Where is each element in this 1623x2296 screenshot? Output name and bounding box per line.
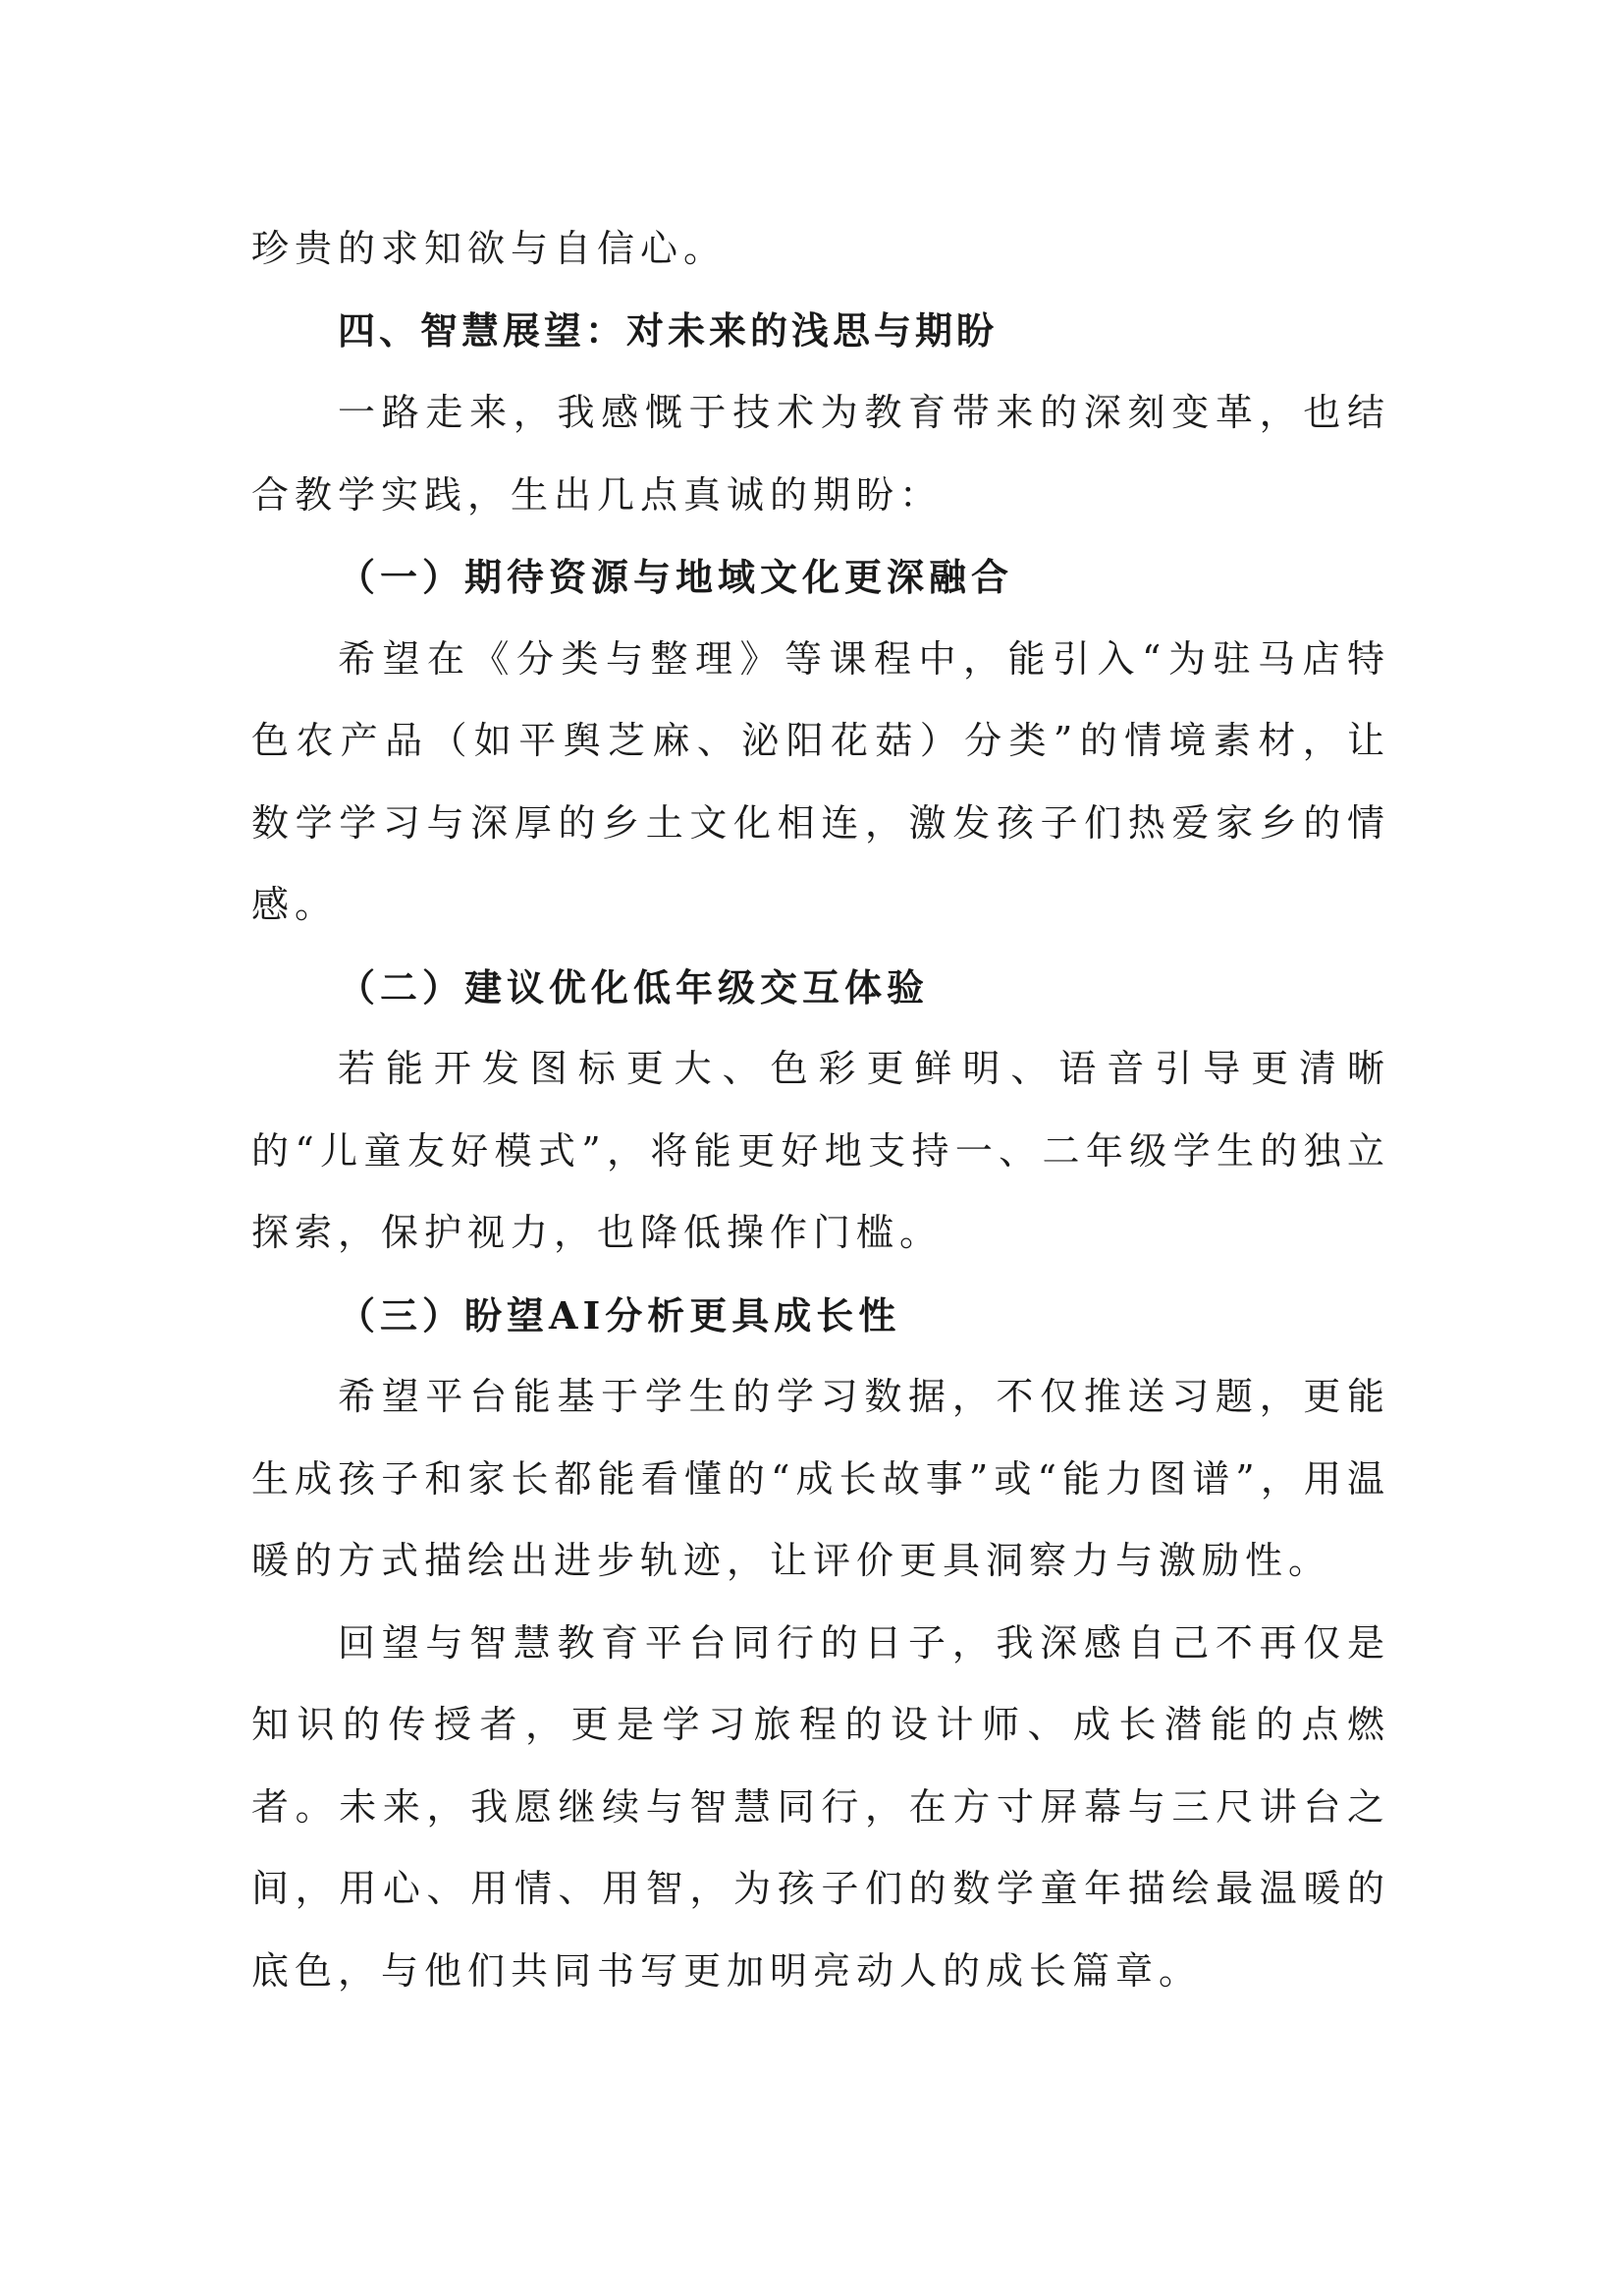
section-heading: 四、智慧展望：对未来的浅思与期盼 — [338, 308, 999, 353]
paragraph-conclusion: 回望与智慧教育平台同行的日子，我深感自己不再仅是知识的传授者，更是学习旅程的设计师、成长潜能的点燃者。未来，我愿继续与智慧同行，在方寸屏幕与三尺讲台之间，用心、用情、用智，为孩子们的数学童年描绘最温暖的底色，与他们共同书写更加明亮动人的成长篇章。 — [251, 1620, 1390, 1993]
subheading-3: （三）盼望AI分析更具成长性 — [338, 1292, 901, 1338]
subheading-2: （二）建议优化低年级交互体验 — [338, 964, 930, 1010]
paragraph-1: 希望在《分类与整理》等课程中，能引入“为驻马店特色农产品（如平舆芝麻、泌阳花菇）分类”的情境素材，让数学学习与深厚的乡土文化相连，激发孩子们热爱家乡的情感。 — [251, 636, 1390, 926]
paragraph-continuation: 珍贵的求知欲与自信心。 — [251, 227, 728, 270]
subheading-1: （一）期待资源与地域文化更深融合 — [338, 555, 1014, 599]
paragraph-3: 希望平台能基于学生的学习数据，不仅推送习题，更能生成孩子和家长都能看懂的“成长故事”或“能力图谱”，用温暖的方式描绘出进步轨迹，让评价更具洞察力与激励性。 — [251, 1375, 1390, 1582]
document-body — [251, 208, 1390, 2012]
paragraph-2: 若能开发图标更大、色彩更鲜明、语音引导更清晰的“儿童友好模式”，将能更好地支持一、二年级学生的独立探索，保护视力，也降低操作门槛。 — [251, 1047, 1390, 1254]
paragraph-intro: 一路走来，我感慨于技术为教育带来的深刻变革，也结合教学实践，生出几点真诚的期盼： — [251, 391, 1390, 517]
